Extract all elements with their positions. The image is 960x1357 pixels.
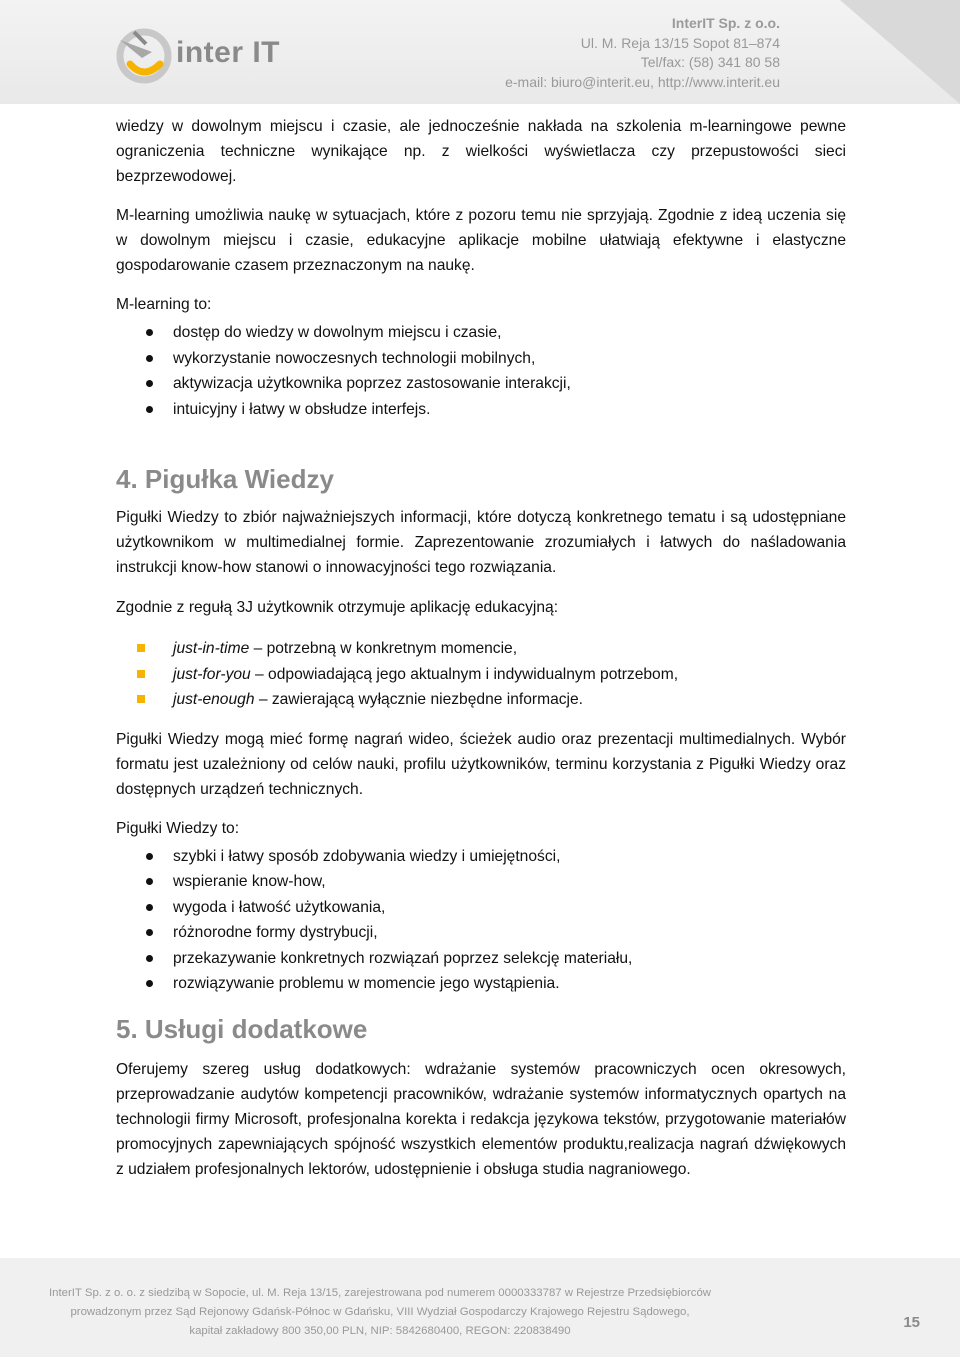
section-heading: 4. Pigułka Wiedzy: [116, 464, 334, 494]
rule-desc: – potrzebną w konkretnym momencie,: [249, 640, 518, 657]
footer-legal-text: [0, 1284, 760, 1341]
rule-term: just-in-time: [173, 640, 250, 657]
page-header: [0, 0, 960, 104]
list-item: rozwiązywanie problemu w momencie jego wystąpienia.: [116, 971, 846, 997]
list-item: [116, 662, 846, 688]
paragraph: M-learning umożliwia naukę w sytuacjach, które z pozoru temu nie sprzyjają. Zgodnie z ideą uczenia się w dowolnym miejscu i czasie, edukacyjne aplikacje mobilne ułatwiają efektywne i elastyczne gospodarowanie czasem przeznaczonym na naukę.: [116, 207, 846, 274]
list-intro: M-learning to:: [116, 296, 212, 313]
header-corner-decoration: [840, 0, 960, 104]
rule-term: just-enough: [173, 691, 255, 708]
contact-block: [505, 14, 780, 92]
list-intro: Pigułki Wiedzy to:: [116, 819, 240, 837]
footer-line: InterIT Sp. z o. o. z siedzibą w Sopocie, ul. M. Reja 13/15, zarejestrowana pod numerem 0000333787 w Rejestrze Przedsiębiorców: [48, 1287, 712, 1299]
rule-desc: – odpowiadającą jego aktualnym i indywidualnym potrzebom,: [250, 665, 679, 683]
pigulki-list: [116, 844, 846, 997]
list-item: wykorzystanie nowoczesnych technologii mobilnych,: [116, 346, 846, 372]
document-body: [116, 114, 846, 1182]
list-item: aktywizacja użytkownika poprzez zastosowanie interakcji,: [116, 371, 846, 397]
list-item: przekazywanie konkretnych rozwiązań poprzez selekcję materiału,: [116, 946, 846, 972]
rule-term: just-for-you: [173, 665, 251, 683]
list-item: intuicyjny i łatwy w obsłudze interfejs.: [116, 397, 846, 423]
list-item: różnorodne formy dystrybucji,: [116, 920, 846, 946]
paragraph: wiedzy w dowolnym miejscu i czasie, ale jednocześnie nakłada na szkolenia m-learningowe pewne ograniczenia techniczne wynikające np. z wielkości wyświetlacza czy przepustowości sieci bezprzewodowej.: [116, 118, 846, 185]
company-address: Ul. M. Reja 13/15 Sopot 81–874: [580, 34, 780, 51]
list-item: dostęp do wiedzy w dowolnym miejscu i czasie,: [116, 320, 846, 346]
company-name: InterIT Sp. z o.o.: [671, 15, 780, 31]
paragraph: Zgodnie z regułą 3J użytkownik otrzymuje aplikację edukacyjną:: [116, 599, 559, 616]
company-email-web[interactable]: e-mail: biuro@interit.eu, http://www.interit.eu: [505, 73, 780, 90]
paragraph: Pigułki Wiedzy mogą mieć formę nagrań wideo, ścieżek audio oraz prezentacji multimedialnych. Wybór formatu jest uzależniony od celów nauki, profilu użytkowników, terminu korzystania z Pigułki Wiedzy oraz dostępnych urządzeń technicznych.: [116, 730, 846, 798]
list-item: wspieranie know-how,: [116, 869, 846, 895]
list-item: szybki i łatwy sposób zdobywania wiedzy i umiejętności,: [116, 844, 846, 870]
mlearning-list: [116, 320, 846, 422]
page-number: 15: [903, 1314, 920, 1331]
rule-desc: – zawierającą wyłącznie niezbędne informacje.: [254, 691, 584, 708]
paragraph: Oferujemy szereg usług dodatkowych: wdrażanie systemów pracowniczych ocen okresowych, przeprowadzanie audytów kompetencji pracowników, wdrażanie systemów informatycznych opartych na technologii firmy Microsoft, profesjonalna korekta i redakcja językowa tekstów, przygotowanie materiałów promocyjnych zapewniających spójność wszystkich elementów produktu,realizacja nagrań dźwiękowych z udziałem profesjonalnych lektorów, udostępnienie i obsługa studia nagraniowego.: [116, 1060, 846, 1178]
page-footer: [0, 1258, 960, 1357]
company-phone: Tel/fax: (58) 341 80 58: [640, 54, 780, 70]
logo-wordmark: inter IT: [176, 36, 281, 69]
list-item: wygoda i łatwość użytkowania,: [116, 895, 846, 921]
footer-line: kapitał zakładowy 800 350,00 PLN, NIP: 5842680400, REGON: 220838490: [189, 1325, 571, 1337]
list-item: [116, 636, 846, 662]
paragraph: Pigułki Wiedzy to zbiór najważniejszych informacji, które dotyczą konkretnego tematu i są udostępniane użytkownikom w multimedialnej formie. Zaprezentowanie zrozumiałych i łatwych do naśladowania instrukcji know-how stanowi o innowacyjności tego rozwiązania.: [116, 509, 846, 576]
section-heading: 5. Usługi dodatkowe: [116, 1013, 368, 1044]
footer-line: prowadzonym przez Sąd Rejonowy Gdańsk-Północ w Gdańsku, VIII Wydział Gospodarczy Krajowego Rejestru Sądowego,: [70, 1306, 690, 1318]
rule-3j-list: [116, 636, 846, 713]
list-item: [116, 687, 846, 713]
